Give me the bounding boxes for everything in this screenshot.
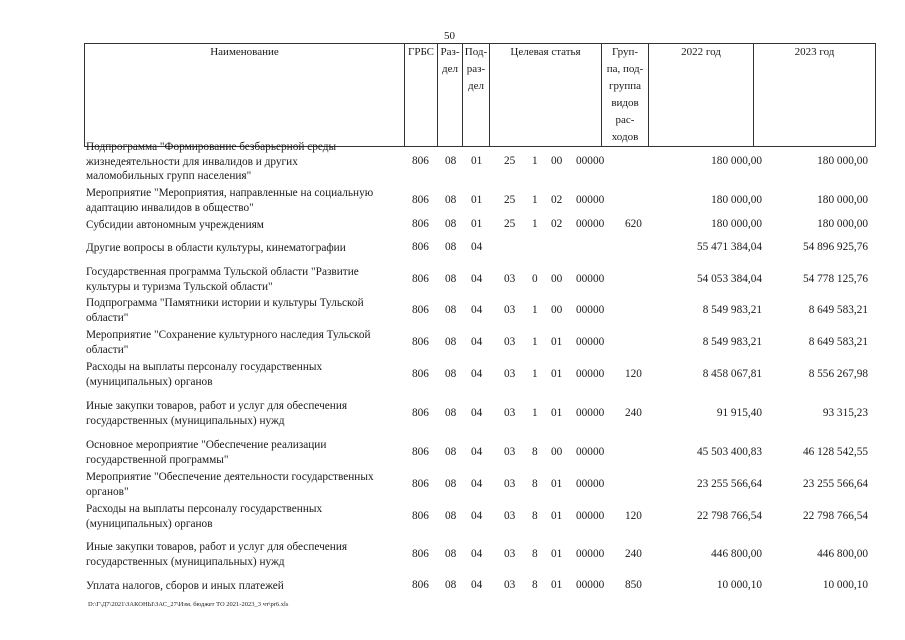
row-target-program: 03 — [504, 579, 516, 591]
header-podrazdel: Под- раз- дел — [463, 44, 490, 147]
row-razdel: 08 — [445, 218, 457, 230]
row-target-event: 01 — [551, 336, 563, 348]
row-target-event: 01 — [551, 407, 563, 419]
row-razdel: 08 — [445, 368, 457, 380]
row-amount-2023: 22 798 766,54 — [803, 510, 868, 522]
header-2023: 2023 год — [754, 44, 876, 147]
row-amount-2023: 180 000,00 — [817, 218, 868, 230]
row-target-event: 01 — [551, 510, 563, 522]
row-target-direction: 00000 — [576, 478, 605, 490]
row-target-event: 01 — [551, 579, 563, 591]
row-amount-2022: 45 503 400,83 — [697, 446, 762, 458]
row-amount-2023: 54 896 925,76 — [803, 241, 868, 253]
row-razdel: 08 — [445, 155, 457, 167]
row-podrazdel: 04 — [471, 336, 483, 348]
row-target-direction: 00000 — [576, 407, 605, 419]
row-amount-2023: 93 315,23 — [822, 407, 868, 419]
row-target-program: 03 — [504, 510, 516, 522]
row-target-program: 03 — [504, 336, 516, 348]
row-target-direction: 00000 — [576, 273, 605, 285]
row-grbs: 806 — [412, 407, 429, 419]
row-target-subprogram: 1 — [532, 218, 538, 230]
row-name: Основное мероприятие "Обеспечение реализации государственной программы" — [86, 439, 327, 466]
row-grbs: 806 — [412, 241, 429, 253]
row-expense-group: 240 — [625, 548, 642, 560]
row-razdel: 08 — [445, 407, 457, 419]
row-target-direction: 00000 — [576, 218, 605, 230]
row-grbs: 806 — [412, 579, 429, 591]
row-amount-2022: 55 471 384,04 — [697, 241, 762, 253]
header-group: Груп- па, под- группа видов рас- ходов — [602, 44, 649, 147]
row-amount-2022: 8 549 983,21 — [702, 304, 762, 316]
row-podrazdel: 01 — [471, 194, 483, 206]
row-razdel: 08 — [445, 548, 457, 560]
row-razdel: 08 — [445, 241, 457, 253]
row-podrazdel: 04 — [471, 548, 483, 560]
row-amount-2022: 180 000,00 — [711, 194, 762, 206]
row-razdel: 08 — [445, 194, 457, 206]
row-target-direction: 00000 — [576, 304, 605, 316]
row-name: Мероприятие "Сохранение культурного наследия Тульской области" — [86, 329, 371, 356]
row-amount-2023: 8 649 583,21 — [808, 336, 868, 348]
row-razdel: 08 — [445, 510, 457, 522]
row-name: Мероприятие "Мероприятия, направленные на социальную адаптацию инвалидов в общество" — [86, 187, 374, 214]
row-target-subprogram: 8 — [532, 548, 538, 560]
row-name: Уплата налогов, сборов и иных платежей — [86, 580, 284, 592]
row-name: Государственная программа Тульской области "Развитие культуры и туризма Тульской области" — [86, 266, 359, 293]
row-amount-2022: 10 000,10 — [716, 579, 762, 591]
row-target-event: 00 — [551, 155, 563, 167]
row-target-program: 03 — [504, 548, 516, 560]
header-target: Целевая статья — [490, 44, 602, 147]
row-target-program: 03 — [504, 478, 516, 490]
row-name: Расходы на выплаты персоналу государственных (муниципальных) органов — [86, 361, 323, 388]
row-name: Субсидии автономным учреждениям — [86, 219, 264, 231]
table-header — [84, 43, 876, 147]
row-expense-group: 620 — [625, 218, 642, 230]
row-expense-group: 240 — [625, 407, 642, 419]
row-amount-2023: 8 649 583,21 — [808, 304, 868, 316]
row-target-event: 00 — [551, 304, 563, 316]
row-target-subprogram: 1 — [532, 194, 538, 206]
row-expense-group: 850 — [625, 579, 642, 591]
row-amount-2023: 446 800,00 — [817, 548, 868, 560]
row-amount-2022: 180 000,00 — [711, 218, 762, 230]
row-target-subprogram: 0 — [532, 273, 538, 285]
row-grbs: 806 — [412, 273, 429, 285]
row-target-event: 00 — [551, 273, 563, 285]
row-target-program: 03 — [504, 407, 516, 419]
row-target-subprogram: 8 — [532, 510, 538, 522]
row-amount-2023: 180 000,00 — [817, 155, 868, 167]
row-grbs: 806 — [412, 446, 429, 458]
row-target-subprogram: 1 — [532, 336, 538, 348]
row-target-subprogram: 8 — [532, 579, 538, 591]
row-podrazdel: 04 — [471, 510, 483, 522]
header-razdel: Раз- дел — [438, 44, 463, 147]
footer-file-path: D:\Г\Д7\2021\ЗАКОНЫ\ЗАС_27\Изм. бюджет ТО 2021-2023_3 чт\pr6.xls — [88, 601, 289, 608]
row-target-direction: 00000 — [576, 548, 605, 560]
row-grbs: 806 — [412, 368, 429, 380]
row-name: Иные закупки товаров, работ и услуг для обеспечения государственных (муниципальных) нужд — [86, 400, 348, 427]
row-target-subprogram: 8 — [532, 478, 538, 490]
row-amount-2022: 8 549 983,21 — [702, 336, 762, 348]
row-amount-2022: 446 800,00 — [711, 548, 762, 560]
row-target-event: 02 — [551, 218, 563, 230]
row-grbs: 806 — [412, 336, 429, 348]
row-target-event: 02 — [551, 194, 563, 206]
row-name: Другие вопросы в области культуры, кинематографии — [86, 242, 346, 254]
row-target-event: 01 — [551, 548, 563, 560]
row-target-subprogram: 1 — [532, 407, 538, 419]
row-amount-2023: 46 128 542,55 — [803, 446, 868, 458]
row-name: Расходы на выплаты персоналу государственных (муниципальных) органов — [86, 503, 323, 530]
row-target-program: 25 — [504, 218, 516, 230]
row-razdel: 08 — [445, 579, 457, 591]
row-target-program: 25 — [504, 194, 516, 206]
row-expense-group: 120 — [625, 368, 642, 380]
row-target-direction: 00000 — [576, 155, 605, 167]
row-grbs: 806 — [412, 548, 429, 560]
row-razdel: 08 — [445, 304, 457, 316]
row-podrazdel: 04 — [471, 241, 483, 253]
row-target-subprogram: 1 — [532, 155, 538, 167]
row-amount-2022: 180 000,00 — [711, 155, 762, 167]
row-grbs: 806 — [412, 218, 429, 230]
row-name: Подпрограмма "Формирование безбарьерной среды жизнедеятельности для инвалидов и других маломобильных групп населения" — [86, 141, 337, 182]
row-amount-2022: 8 458 067,81 — [702, 368, 762, 380]
row-target-program: 03 — [504, 273, 516, 285]
page-number: 50 — [444, 30, 455, 42]
row-target-direction: 00000 — [576, 336, 605, 348]
row-target-subprogram: 8 — [532, 446, 538, 458]
row-razdel: 08 — [445, 446, 457, 458]
row-amount-2022: 91 915,40 — [716, 407, 762, 419]
row-grbs: 806 — [412, 510, 429, 522]
row-target-program: 03 — [504, 368, 516, 380]
row-amount-2023: 8 556 267,98 — [808, 368, 868, 380]
row-target-program: 03 — [504, 446, 516, 458]
header-name: Наименование — [85, 44, 405, 147]
row-razdel: 08 — [445, 336, 457, 348]
row-target-direction: 00000 — [576, 579, 605, 591]
row-grbs: 806 — [412, 304, 429, 316]
row-name: Подпрограмма "Памятники истории и культуры Тульской области" — [86, 297, 364, 324]
row-target-direction: 00000 — [576, 194, 605, 206]
row-amount-2023: 54 778 125,76 — [803, 273, 868, 285]
row-amount-2022: 23 255 566,64 — [697, 478, 762, 490]
row-podrazdel: 04 — [471, 446, 483, 458]
row-razdel: 08 — [445, 273, 457, 285]
row-razdel: 08 — [445, 478, 457, 490]
row-name: Мероприятие "Обеспечение деятельности государственных органов" — [86, 471, 374, 498]
row-target-direction: 00000 — [576, 446, 605, 458]
row-amount-2022: 54 053 384,04 — [697, 273, 762, 285]
row-podrazdel: 04 — [471, 407, 483, 419]
row-target-direction: 00000 — [576, 510, 605, 522]
row-target-program: 25 — [504, 155, 516, 167]
row-target-event: 01 — [551, 478, 563, 490]
row-expense-group: 120 — [625, 510, 642, 522]
row-amount-2022: 22 798 766,54 — [697, 510, 762, 522]
row-target-program: 03 — [504, 304, 516, 316]
header-grbs: ГРБС — [405, 44, 438, 147]
header-2022: 2022 год — [649, 44, 754, 147]
row-grbs: 806 — [412, 194, 429, 206]
row-podrazdel: 04 — [471, 478, 483, 490]
row-podrazdel: 01 — [471, 218, 483, 230]
row-podrazdel: 04 — [471, 273, 483, 285]
row-podrazdel: 04 — [471, 304, 483, 316]
row-target-event: 00 — [551, 446, 563, 458]
row-grbs: 806 — [412, 155, 429, 167]
row-podrazdel: 04 — [471, 579, 483, 591]
row-grbs: 806 — [412, 478, 429, 490]
row-amount-2023: 180 000,00 — [817, 194, 868, 206]
row-podrazdel: 01 — [471, 155, 483, 167]
row-target-event: 01 — [551, 368, 563, 380]
row-amount-2023: 10 000,10 — [822, 579, 868, 591]
row-amount-2023: 23 255 566,64 — [803, 478, 868, 490]
row-target-subprogram: 1 — [532, 368, 538, 380]
row-name: Иные закупки товаров, работ и услуг для обеспечения государственных (муниципальных) нужд — [86, 541, 348, 568]
row-podrazdel: 04 — [471, 368, 483, 380]
row-target-direction: 00000 — [576, 368, 605, 380]
row-target-subprogram: 1 — [532, 304, 538, 316]
